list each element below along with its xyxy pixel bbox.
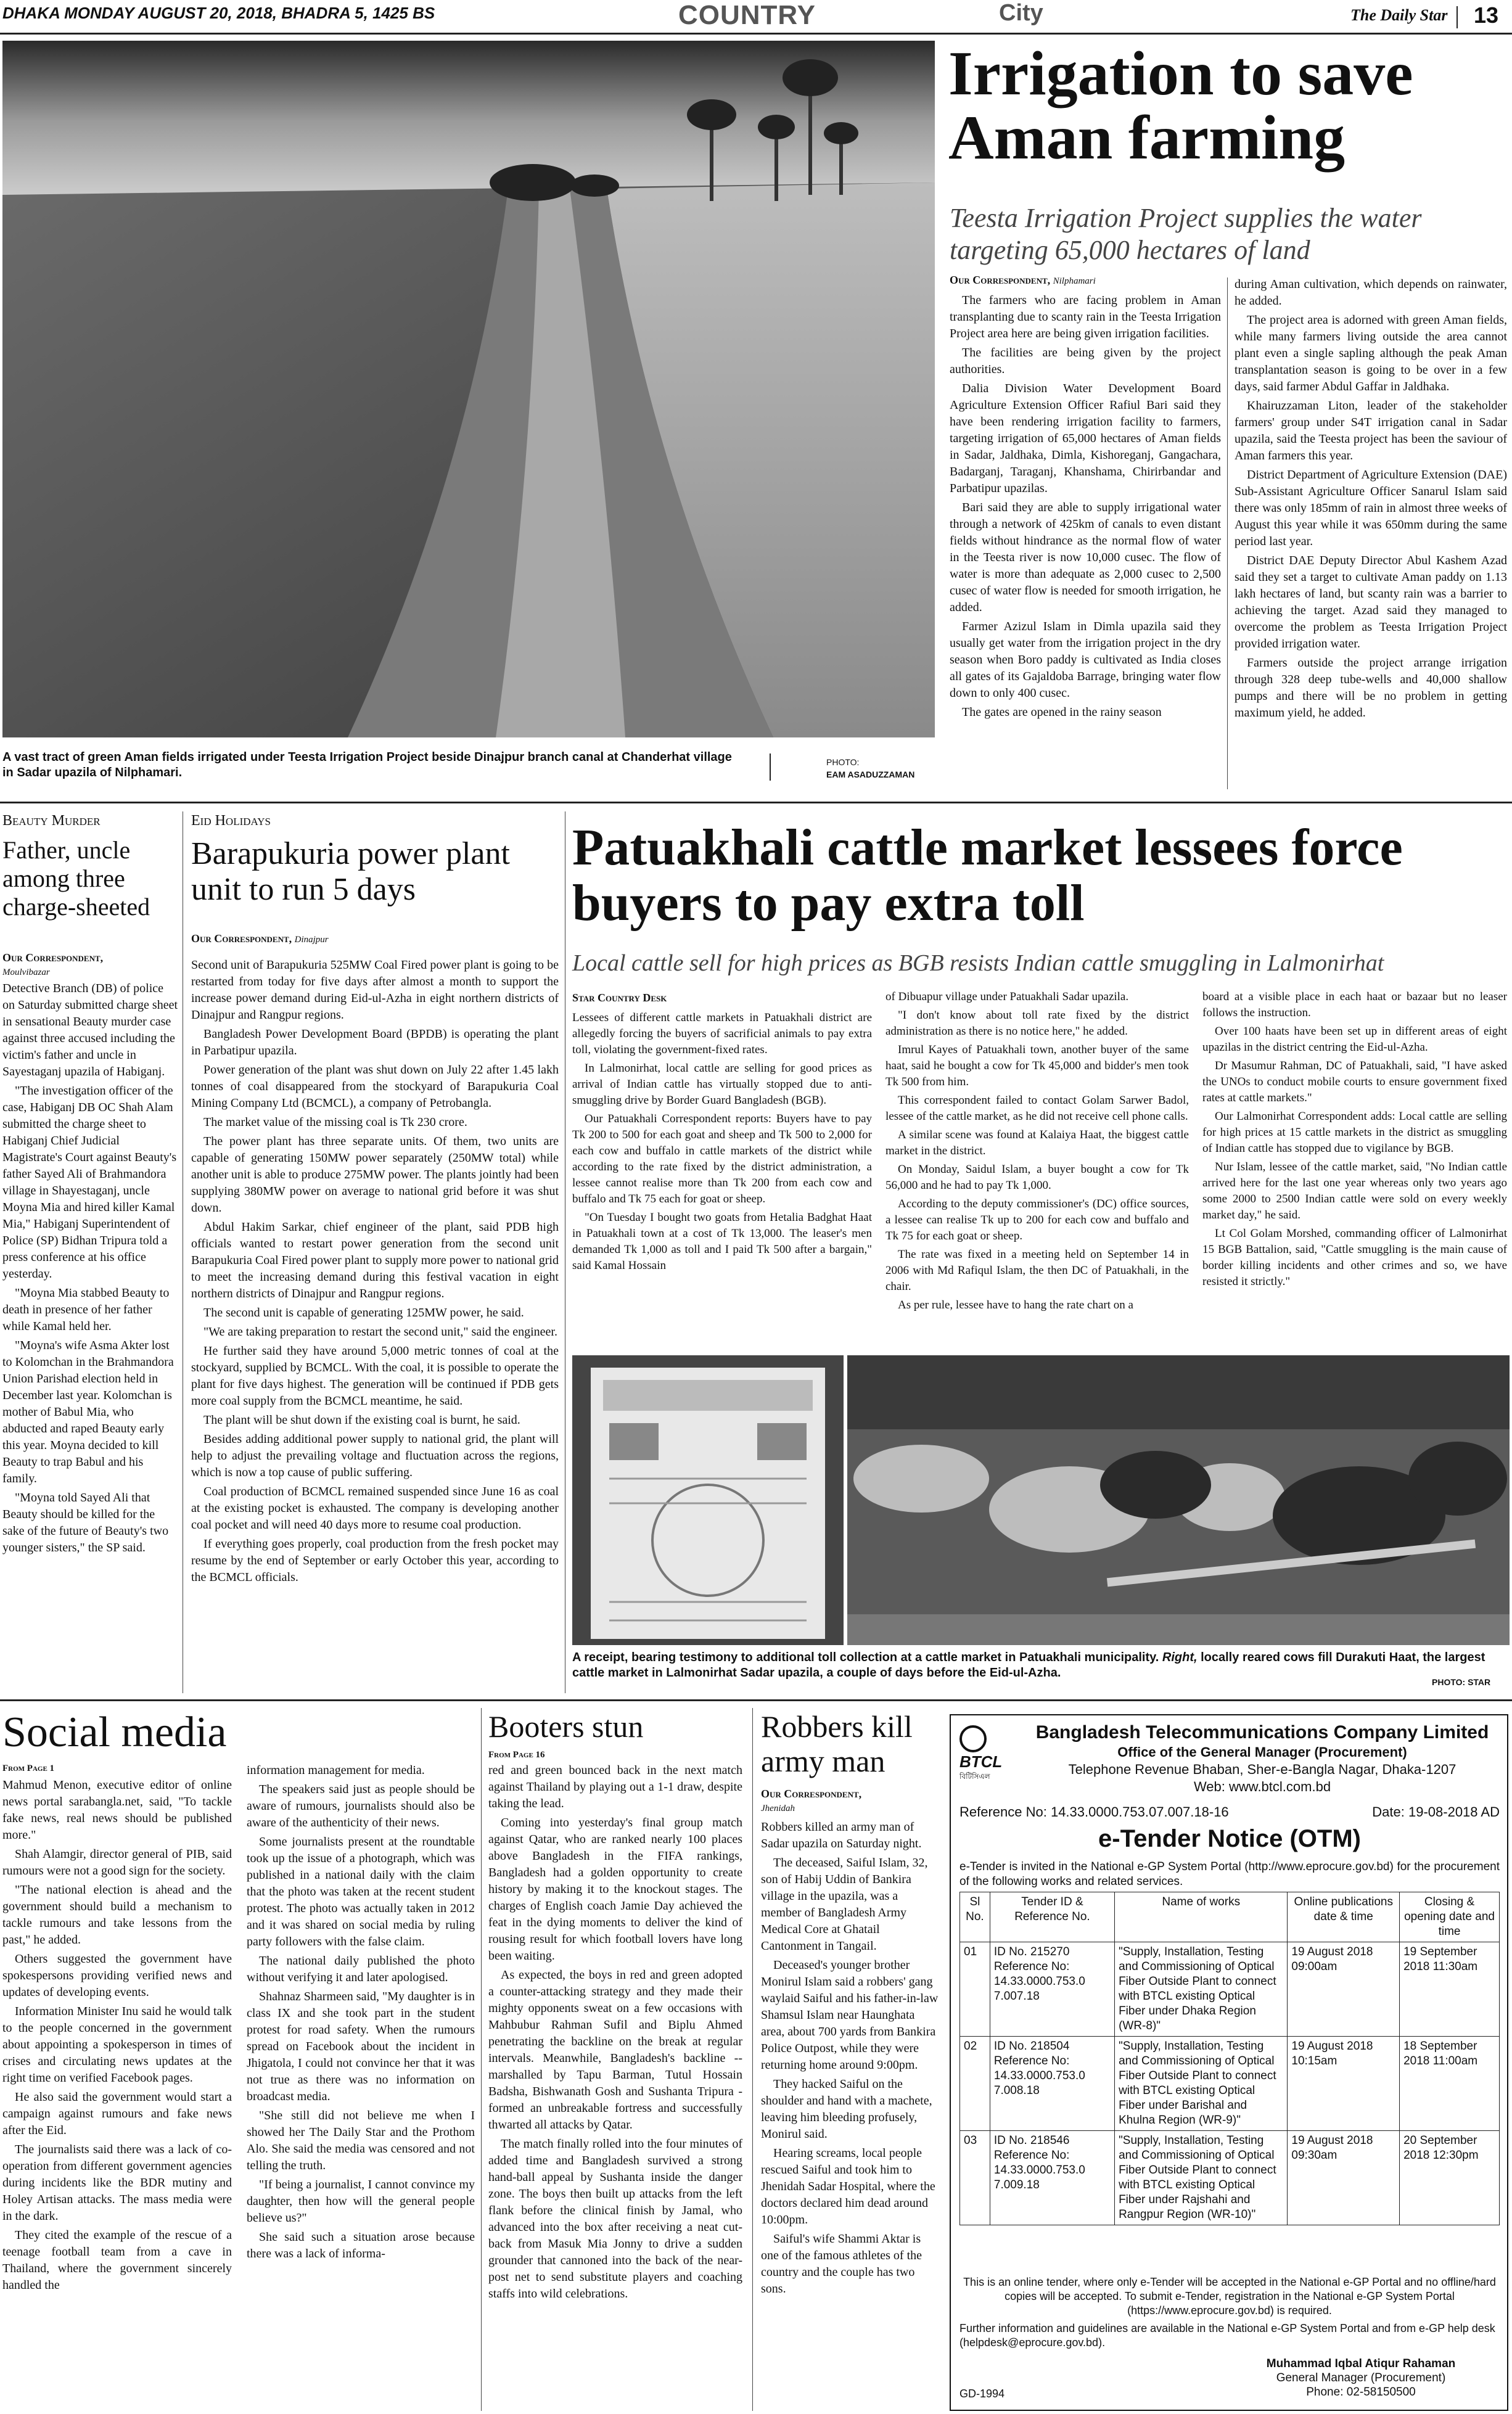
- cows-photo: [847, 1355, 1510, 1645]
- paragraph: In Lalmonirhat, local cattle are selling for good prices as arrival of Indian cattle has virtually stopped due to anti-smuggling drive by Border Guard Bangladesh (BGB).: [572, 1062, 872, 1107]
- btcl-logo-sub: বিটিসিএল: [959, 1772, 990, 1781]
- paragraph: "Moyna told Sayed Ali that Beauty should be killed for the sake of the future of Beauty's two younger sisters," the SP said.: [2, 1491, 169, 1554]
- paragraph: They hacked Saiful on the shoulder and hand with a machete, leaving him bleeding profusely, Monirul said.: [761, 2077, 932, 2141]
- table-row: [960, 2131, 1500, 2225]
- office-name: Office of the General Manager (Procurement): [1117, 1744, 1407, 1760]
- paragraph: Hearing screams, local people rescued Saiful and took him to Jhenidah Sadar Hospital, where the doctors declared him dead around 10:00pm.: [761, 2146, 935, 2227]
- table-cell: 20 September 2018 12:30pm: [1400, 2131, 1500, 2225]
- paragraph: As expected, the boys in red and green adopted a counter-attacking strategy and they made their mighty opponents sweat on a few occasions with Mahbubur Rahman Sufil and Biplu Ahmed penetrating the backline on the break at regular intervals. Meanwhile, Bangladesh's backline -- marshalled by Tapu Barman, Tutul Hossain Badsha, Bishwanath Gosh and Sushanta Tripura - formed an unbreakable fortress and successfully thwarted all attacks by Qatar.: [488, 1968, 742, 2132]
- paragraph: According to the deputy commissioner's (DC) office sources, a lessee can realise Tk up to 200 for each cow and buffalo and Tk 75 for each goat or sheep.: [885, 1197, 1189, 1242]
- btcl-logo-icon: [959, 1725, 987, 1752]
- paragraph: Robbers killed an army man of Sadar upazila on Saturday night.: [761, 1820, 922, 1850]
- table-cell: 19 August 2018 09:00am: [1288, 1942, 1400, 2037]
- reference-row: [959, 1804, 1500, 1820]
- paragraph: Lessees of different cattle markets in Patuakhali district are allegedly forcing the buyers of sacrificial animals to pay extra toll, violating the government-fixed rates.: [572, 1011, 872, 1056]
- paragraph: red and green bounced back in the next match against Thailand by playing out a 1-1 draw, despite taking the lead.: [488, 1763, 742, 1810]
- paragraph: "Moyna's wife Asma Akter lost to Kolomchan in the Brahmandora Union Parishad election held in December last year. Kolomchan is mother of Babul Mia, who abducted and raped Beauty early this year. Moyna decided to kill Beauty to trap Babul and his family.: [2, 1339, 174, 1485]
- paragraph: He further said they have around 5,000 metric tonnes of coal at the stockyard, supplied by BCMCL. With the coal, it is possible to operate the plant for five days highest. The generation will be continued if PDB gets more coal supply from the BCMCL meantime, he said.: [191, 1344, 559, 1408]
- cattle-deck: Local cattle sell for high prices as BGB resists Indian cattle smuggling in Lalmonirhat: [572, 950, 1384, 976]
- tender-title: e-Tender Notice (OTM): [1098, 1825, 1361, 1852]
- paragraph: Mahmud Menon, executive editor of online news portal sarabangla.net, said, "To tackle fake news, real news should be published more.": [2, 1778, 232, 1842]
- paragraph: "I don't know about toll rate fixed by the district administration as there is no notice here," he added.: [885, 1009, 1189, 1038]
- paragraph: Our Patuakhali Correspondent reports: Buyers have to pay Tk 200 to 500 for each goat and sheep and Tk 500 to 2,000 for each cow and buffalo in cattle markets of the district while according to the rate fixed by the district administration, a lessee cannot realise more than Tk 200 from each cow and buffalo and Tk 75 each for goat or sheep.: [572, 1112, 872, 1205]
- paragraph: This correspondent failed to contact Golam Sarwer Badol, lessee of the cattle market, as he did not receive cell phone calls.: [885, 1094, 1189, 1123]
- paragraph: Abdul Hakim Sarkar, chief engineer of the plant, said PDB high officials wanted to restart power generation from the second unit Barapukuria Coal Fired power plant to supply more power to national grid to meet the increasing demand during this festival vacation in eight northern districts of Dinajpur and Rangpur regions.: [191, 1220, 559, 1300]
- paragraph: board at a visible place in each haat or bazaar but no leaser follows the instruction.: [1202, 990, 1507, 1019]
- paragraph: As per rule, lessee have to hang the rate chart on a: [898, 1299, 1133, 1312]
- paragraph: "On Tuesday I bought two goats from Hetalia Badghat Haat in Patuakhali town at a cost of Tk 13,000. The leaser's men demanded Tk 1,000 as toll and I paid Tk 500 after a bargain," said Kamal Hossain: [572, 1211, 872, 1272]
- column-header: Name of works: [1115, 1892, 1288, 1942]
- paragraph: The gates are opened in the rainy season: [962, 705, 1162, 719]
- booters-headline: Booters stun: [488, 1709, 644, 1744]
- byline-place: Dinajpur: [294, 935, 329, 945]
- caption-text: A receipt, bearing testimony to additional toll collection at a cattle market in Patuakhali municipality.: [572, 1651, 1159, 1664]
- paragraph: The match finally rolled into the four minutes of added time and Bangladesh survived a strong hand-ball appeal by Sushanta inside the danger zone. The boys then built up attacks from the left flank before the clinical finish by Jamal, who advanced into the box after receiving a neat cut-back from Masuk Mia Jonny to drive a sudden grounder that cannoned into the back of the near-post net to send substitute players and coaching staffs into wild celebrations.: [488, 2137, 742, 2301]
- gd-number: GD-1994: [959, 2387, 1005, 2400]
- section-label: COUNTRY: [678, 0, 816, 30]
- tender-footer-note: This is an online tender, where only e-Tender will be accepted in the National e-GP Portal and no offline/hard copies will be accepted. To submit e-Tender, registration in the National e-GP System Portal (https://www.eprocure.gov.bd) is required.: [963, 2276, 1496, 2317]
- paragraph: He also said the government would start a campaign against rumours and fake news after the Eid.: [2, 2090, 232, 2137]
- paragraph: Power generation of the plant was shut down on July 22 after 1.45 lakh tonnes of coal disappeared from the stockyard of Barapukuria Coal Mining Company Ltd (BCMCL), a company of Petrobangla.: [191, 1063, 559, 1110]
- dateline: DHAKA MONDAY AUGUST 20, 2018, BHADRA 5, 1425 BS: [2, 4, 435, 22]
- caption-divider: [770, 753, 771, 781]
- section-rule: [0, 802, 1512, 803]
- paragraph: Information Minister Inu said he would talk to the people concerned in the government about appointing a spokesperson in times of crises and circulating news updates at the right time on verified Facebook pages.: [2, 2005, 232, 2085]
- paragraph: Dr Masumur Rahman, DC of Patuakhali, said, "I have asked the UNOs to conduct mobile courts to ensure government fixed rates at cattle markets.": [1202, 1059, 1507, 1104]
- paragraph: "The investigation officer of the case, Habiganj DB OC Shah Alam submitted the charge sheet to Habiganj Chief Judicial Magistrate's Court against Beauty's father Sayed Ali of Brahmandora village in Shayestaganj, uncle Moyna Mia and hired killer Kamal Mia," Habiganj Superintendent of Police (SP) Bidhan Tripura told a press conference at his office yesterday.: [2, 1084, 177, 1281]
- paragraph: Second unit of Barapukuria 525MW Coal Fired power plant is going to be restarted from today for five days after almost a month to support the increase power demand during Eid-ul-Azha in eight northern districts of Dinajpur and Rangpur regions.: [191, 958, 559, 1022]
- column-header: Online publications date & time: [1288, 1892, 1400, 1942]
- paragraph: Lt Col Golam Morshed, commanding officer of Lalmonirhat 15 BGB Battalion, said, "Cattle smuggling is the main cause of border killing incidents and other crimes and so, we have resisted it strictly.": [1202, 1227, 1507, 1288]
- paragraph: "Moyna Mia stabbed Beauty to death in presence of her father while Kamal held her.: [2, 1286, 170, 1333]
- booters-from: From Page 16: [488, 1750, 545, 1760]
- paragraph: "We are taking preparation to restart the second unit," said the engineer.: [203, 1325, 557, 1339]
- paragraph: District DAE Deputy Director Abul Kashem Azad said they set a target to cultivate Aman paddy on 1.13 lakh hectares of land, but scanty rain was a barrier to achieving the target. Azad said they managed to overcome the problem as Teesta Irrigation Project provided irrigation water.: [1235, 554, 1507, 651]
- paragraph: The rate was fixed in a meeting held on September 14 in 2006 with Md Rafiqul Islam, the then DC of Patuakhali, in the chair.: [885, 1248, 1189, 1293]
- cattle-market-image: [847, 1355, 1510, 1645]
- barapukuria-byline: [191, 932, 329, 945]
- column-header: Closing & opening date and time: [1400, 1892, 1500, 1942]
- receipt-photo: [572, 1355, 844, 1645]
- masthead: [0, 0, 1512, 35]
- paragraph: Imrul Kayes of Patuakhali town, another buyer of the same haat, said he bought a cow for Tk 45,000 and bidder's men took Tk 500 from him.: [885, 1043, 1189, 1088]
- beauty-body: [2, 980, 178, 1559]
- cattle-headline: Patuakhali cattle market lessees force buyers to pay extra toll: [572, 819, 1403, 932]
- paragraph: The plant will be shut down if the existing coal is burnt, he said.: [203, 1413, 520, 1427]
- beauty-kicker: Beauty Murder: [2, 813, 101, 829]
- paragraph: Others suggested the government have spokespersons providing verified news and updates of developing events.: [2, 1952, 232, 1999]
- robbers-headline: Robbers kill army man: [761, 1709, 913, 1778]
- table-cell: 02: [960, 2037, 990, 2131]
- paragraph: Detective Branch (DB) of police on Saturday submitted charge sheet in sensational Beauty murder case against three accused including the victim's father and uncle in Sayestaganj upazila of Habiganj.: [2, 982, 178, 1078]
- table-cell: 03: [960, 2131, 990, 2225]
- paragraph: Farmers outside the project arrange irrigation through 328 deep tube-wells and 40,000 shallow pumps and there will be no problem in getting maximum yield, he added.: [1235, 656, 1507, 720]
- paragraph: "The national election is ahead and the government should build a mechanism to tackle rumours and take lessons from the past," he added.: [2, 1883, 232, 1947]
- social-column-1: [2, 1777, 232, 2296]
- column-header: Sl No.: [960, 1892, 990, 1942]
- byline-label: Our Correspondent,: [191, 932, 292, 945]
- table-cell: 19 August 2018 10:15am: [1288, 2037, 1400, 2131]
- page-number: 13: [1474, 2, 1499, 28]
- paragraph: The facilities are being given by the project authorities.: [950, 346, 1221, 376]
- paragraph: Besides adding additional power supply to national grid, the plant will help to adjust the prevailing voltage and fluctuation across the regions, which is now a top cause of public suffering.: [191, 1432, 559, 1479]
- paragraph: A similar scene was found at Kalaiya Haat, the biggest cattle market in the district.: [885, 1128, 1189, 1157]
- subsection-label: City: [999, 0, 1043, 26]
- robbers-byline: [761, 1787, 861, 1815]
- office-web: Web: www.btcl.com.bd: [1193, 1779, 1331, 1794]
- paragraph: Our Lalmonirhat Correspondent adds: Local cattle are selling for high prices at 15 cattle markets in the district as smuggling of Indian cattle has stopped due to vigilance by BGB.: [1202, 1110, 1507, 1155]
- paragraph: "If being a journalist, I cannot convince my daughter, then how will the general people believe us?": [247, 2178, 475, 2225]
- table-cell: 19 September 2018 11:30am: [1400, 1942, 1500, 2037]
- paragraph: Bangladesh Power Development Board (BPDB) is operating the plant in Parbatipur upazila.: [191, 1027, 559, 1057]
- table-cell: "Supply, Installation, Testing and Commissioning of Optical Fiber Outside Plant to connect with BTCL existing Optical Fiber under Dhaka Region (WR-8)": [1115, 1942, 1288, 2037]
- paragraph: Coming into yesterday's final group match against Qatar, who are ranked nearly 100 places above Bangladesh in the FIFA rankings, Bangladesh had a golden opportunity to create history by making it to the knockout stages. The charges of English coach Jamie Day achieved the feat in the dying moments to deliver the kind of rousing result for which football lovers have long been waiting.: [488, 1816, 742, 1963]
- barapukuria-kicker: Eid Holidays: [191, 813, 271, 829]
- paragraph: Over 100 haats have been set up in different areas of eight upazilas in the district centring the Eid-ul-Azha.: [1202, 1025, 1507, 1054]
- reference-number: Reference No: 14.33.0000.753.07.007.18-16: [959, 1804, 1229, 1820]
- paragraph: Some journalists present at the roundtable took up the issue of a photograph, which was published in a national daily with the claim that the photo was taken at the recent student protest. The photo was actually taken in 2012 and it was shared on social media by ruling party followers with the false claim.: [247, 1835, 475, 1948]
- paragraph: of Dibuapur village under Patuakhali Sadar upazila.: [885, 990, 1129, 1003]
- irrigation-photo-caption: A vast tract of green Aman fields irrigated under Teesta Irrigation Project beside Dinajpur branch canal at Chanderhat village in Sadar upazila of Nilphamari.: [2, 750, 732, 779]
- cattle-column-3: [1202, 989, 1507, 1292]
- irrigation-deck: Teesta Irrigation Project supplies the water targeting 65,000 hectares of land: [950, 203, 1422, 265]
- paragraph: They cited the example of the rescue of a teenage football team from a cave in Thailand, where the government sincerely handled the: [2, 2228, 232, 2292]
- byline-place: Nilphamari: [1053, 276, 1096, 286]
- section-rule: [0, 1699, 1512, 1701]
- btcl-logo-text: BTCL: [959, 1752, 1003, 1771]
- paragraph: Khairuzzaman Liton, leader of the stakeholder farmers' group under S4T irrigation canal in Sadar upazila, said the Teesta project has been the saviour of Aman farmers this year.: [1235, 399, 1507, 462]
- beauty-byline: [2, 951, 178, 979]
- table-row: [960, 1942, 1500, 2037]
- paragraph: Nur Islam, lessee of the cattle market, said, "No Indian cattle arrived here for the last one year whereas only two years ago some 2000 to 2500 Indian cattle were sold on every weekly market day," he said.: [1202, 1160, 1507, 1221]
- column-rule: [481, 1708, 482, 2411]
- paragraph: On Monday, Saidul Islam, a buyer bought a cow for Tk 56,000 and he had to pay Tk 1,000.: [885, 1163, 1189, 1192]
- table-cell: ID No. 218504 Reference No: 14.33.0000.753.0 7.008.18: [990, 2037, 1114, 2131]
- paragraph: Coal production of BCMCL remained suspended since June 16 as coal at the existing pocket is exhausted. The company is developing another coal pocket and will need 40 days more to resume coal production.: [191, 1485, 559, 1532]
- btcl-tender-ad: [950, 1714, 1508, 2411]
- barapukuria-body: [191, 957, 559, 1588]
- robbers-body: [761, 1819, 941, 2300]
- company-name: Bangladesh Telecommunications Company Limited: [1035, 1722, 1489, 1743]
- paragraph: The journalists said there was a lack of co-operation from different government agencies during incidents like the BDR mutiny and Holey Artisan attacks. The mass media were in the dark.: [2, 2143, 232, 2223]
- paragraph: If everything goes properly, coal production from the fresh pocket may resume by the end of September or early October this year, according to the BCMCL officials.: [191, 1537, 559, 1584]
- byline-place: Jhenidah: [761, 1804, 795, 1813]
- paragraph: The market value of the missing coal is Tk 230 crore.: [203, 1115, 467, 1129]
- paragraph: The project area is adorned with green Aman fields, while many farmers living outside the area cannot plant even a single sapling although the peak Aman transplantation season is going to be over in a few days, said farmer Abdul Gaffar in Jaldhaka.: [1235, 313, 1507, 393]
- social-headline: Social media: [2, 1709, 227, 1756]
- paragraph: District Department of Agriculture Extension (DAE) Sub-Assistant Agriculture Officer Sanarul Islam said there was only 185mm of rain in almost three weeks of August this year while it was 650mm during the same period last year.: [1235, 468, 1507, 548]
- tender-footer-info: Further information and guidelines are available in the National e-GP System Portal and from e-GP help desk (helpdesk@eprocure.gov.bd).: [959, 2322, 1495, 2349]
- toll-receipt-image: [572, 1355, 844, 1645]
- tender-table-wrap: [959, 1892, 1500, 2225]
- social-column-2: [247, 1762, 475, 2265]
- booters-body: [488, 1762, 742, 2305]
- tender-table: [959, 1892, 1500, 2225]
- caption-text-rest: locally reared cows fill Durakuti Haat, the largest cattle market in Lalmonirhat Sadar upazila, a couple of days before the Eid-ul-Azha.: [572, 1651, 1485, 1680]
- cattle-column-2: [885, 989, 1189, 1316]
- irrigation-column-1: [950, 292, 1221, 723]
- irrigation-column-2: [1235, 276, 1507, 724]
- table-cell: 01: [960, 1942, 990, 2037]
- paragraph: She said such a situation arose because there was a lack of informa-: [247, 2230, 475, 2260]
- paragraph: "She still did not believe me when I showed her The Daily Star and the Prothom Alo. She said the media was censored and not telling the truth.: [247, 2109, 475, 2172]
- cattle-photo-caption: [572, 1650, 1503, 1681]
- paragraph: Shahnaz Sharmeen said, "My daughter is in class IX and she took part in the student protest for road safety. When the rumours spread on Facebook about the incident in Jhigatola, I could not convince her that it was not true as there was no information on broadcast media.: [247, 1990, 475, 2103]
- btcl-logo: [959, 1725, 1027, 1781]
- paragraph: The speakers said just as people should be aware of rumours, journalists should also be aware of the authenticity of their news.: [247, 1783, 475, 1829]
- paragraph: Shah Alamgir, director general of PIB, said rumours were not a good sign for the society.: [2, 1847, 232, 1878]
- page-divider: [1457, 6, 1458, 28]
- tender-signature: [1222, 2357, 1500, 2399]
- field-canal-image: [2, 41, 935, 737]
- irrigation-byline: [950, 274, 1221, 287]
- irrigation-photo: [2, 41, 935, 737]
- paragraph: Farmer Azizul Islam in Dimla upazila said they usually get water from the irrigation project in the dry season when Boro paddy is cultivated as India closes all gates of its Gajaldoba Barrage, bringing water flow down to only 400 cusec.: [950, 620, 1221, 700]
- paragraph: Saiful's wife Shammi Aktar is one of the famous athletes of the country and the couple has two sons.: [761, 2232, 922, 2296]
- tender-intro: e-Tender is invited in the National e-GP System Portal (http://www.eprocure.gov.bd) for the procurement of the following works and related services.: [959, 1860, 1500, 1888]
- irrigation-photo-credit-label: PHOTO:: [826, 757, 860, 767]
- paragraph: information management for media.: [247, 1763, 425, 1777]
- tender-footer: [959, 2275, 1500, 2350]
- paragraph: The deceased, Saiful Islam, 32, son of Habij Uddin of Bankira village in the upazila, was a member of Bangladesh Army Medical Core at Ghatail Cantonment in Tangail.: [761, 1856, 928, 1953]
- paragraph: The national daily published the photo without verifying it and later apologised.: [247, 1954, 475, 1984]
- column-rule: [752, 1708, 753, 2411]
- signer-name: Muhammad Iqbal Atiqur Rahaman: [1266, 2357, 1456, 2370]
- caption-italic: Right,: [1162, 1651, 1198, 1664]
- paragraph: The farmers who are facing problem in Aman transplanting due to scanty rain in the Teesta Irrigation Project area here are being given irrigation facilities.: [950, 294, 1221, 340]
- signer-title: General Manager (Procurement): [1276, 2371, 1446, 2384]
- irrigation-photo-credit: EAM ASADUZZAMAN: [826, 770, 915, 779]
- byline-label: Our Correspondent,: [2, 951, 104, 964]
- paragraph: The second unit is capable of generating 125MW power, he said.: [203, 1306, 524, 1320]
- irrigation-headline: Irrigation to save Aman farming: [948, 39, 1413, 173]
- table-row: [960, 2037, 1500, 2131]
- cattle-photo-credit: PHOTO: STAR: [1432, 1677, 1491, 1687]
- paragraph: during Aman cultivation, which depends on rainwater, he added.: [1235, 277, 1507, 308]
- cattle-column-1: [572, 1010, 872, 1276]
- barapukuria-headline: Barapukuria power plant unit to run 5 days: [191, 836, 510, 907]
- paragraph: Deceased's younger brother Monirul Islam said a robbers' gang waylaid Saiful and his father-in-law Shamsul Islam near Haunghata area, about 700 yards from Bankira Police Outpost, while they were returning home around 9:00pm.: [761, 1958, 939, 2072]
- byline-label: Our Correspondent,: [761, 1788, 862, 1800]
- social-from: From Page 1: [2, 1763, 55, 1773]
- office-address: Telephone Revenue Bhaban, Sher-e-Bangla Nagar, Dhaka-1207: [1068, 1762, 1457, 1777]
- paragraph: Dalia Division Water Development Board Agriculture Extension Officer Rafiul Bari said they have been rendering irrigation facility to farmers, targeting irrigation of 65,000 hectares of Aman fields in Sadar, Jaldhaka, Dimla, Kishoreganj, Gangachara, Badarganj, Taraganj, Khanshama, Chirirbandar and Parbatipur upazilas.: [950, 382, 1221, 495]
- byline-place: Moulvibazar: [2, 967, 50, 977]
- reference-date: Date: 19-08-2018 AD: [1372, 1804, 1500, 1820]
- table-cell: ID No. 218546 Reference No: 14.33.0000.753.0 7.009.18: [990, 2131, 1114, 2225]
- column-rule: [1227, 277, 1228, 789]
- paragraph: Bari said they are able to supply irrigational water through a network of 425km of canals to even distant fields without hindrance as the normal flow of water in the Teesta river is now 10,000 cusec. The flow of water is more than adequate as 2,000 cusec to 2,500 cusec of water flow is needed for smooth irrigation, he added.: [950, 501, 1221, 614]
- table-header-row: [960, 1892, 1500, 1942]
- cattle-byline: Star Country Desk: [572, 991, 667, 1004]
- byline-label: Our Correspondent,: [950, 274, 1051, 286]
- table-cell: "Supply, Installation, Testing and Commissioning of Optical Fiber Outside Plant to connect with BTCL existing Optical Fiber under Rajshahi and Rangpur Region (WR-10)": [1115, 2131, 1288, 2225]
- paper-logo: The Daily Star: [1350, 6, 1448, 24]
- signer-phone: Phone: 02-58150500: [1306, 2386, 1416, 2399]
- column-header: Tender ID & Reference No.: [990, 1892, 1114, 1942]
- table-cell: 19 August 2018 09:30am: [1288, 2131, 1400, 2225]
- table-cell: ID No. 215270 Reference No: 14.33.0000.753.0 7.007.18: [990, 1942, 1114, 2037]
- table-cell: "Supply, Installation, Testing and Commissioning of Optical Fiber Outside Plant to connect with BTCL existing Optical Fiber under Barishal and Khulna Region (WR-9)": [1115, 2037, 1288, 2131]
- table-cell: 18 September 2018 11:00am: [1400, 2037, 1500, 2131]
- paragraph: The power plant has three separate units. Of them, two units are capable of generating 150MW power separately (250MW total) while another unit is able to produce 275MW power. The plants jointly had been supplying 380MW power on average to national grid before it was shut down.: [191, 1135, 559, 1215]
- btcl-header: [1025, 1722, 1500, 1796]
- beauty-headline: Father, uncle among three charge-sheeted: [2, 836, 150, 921]
